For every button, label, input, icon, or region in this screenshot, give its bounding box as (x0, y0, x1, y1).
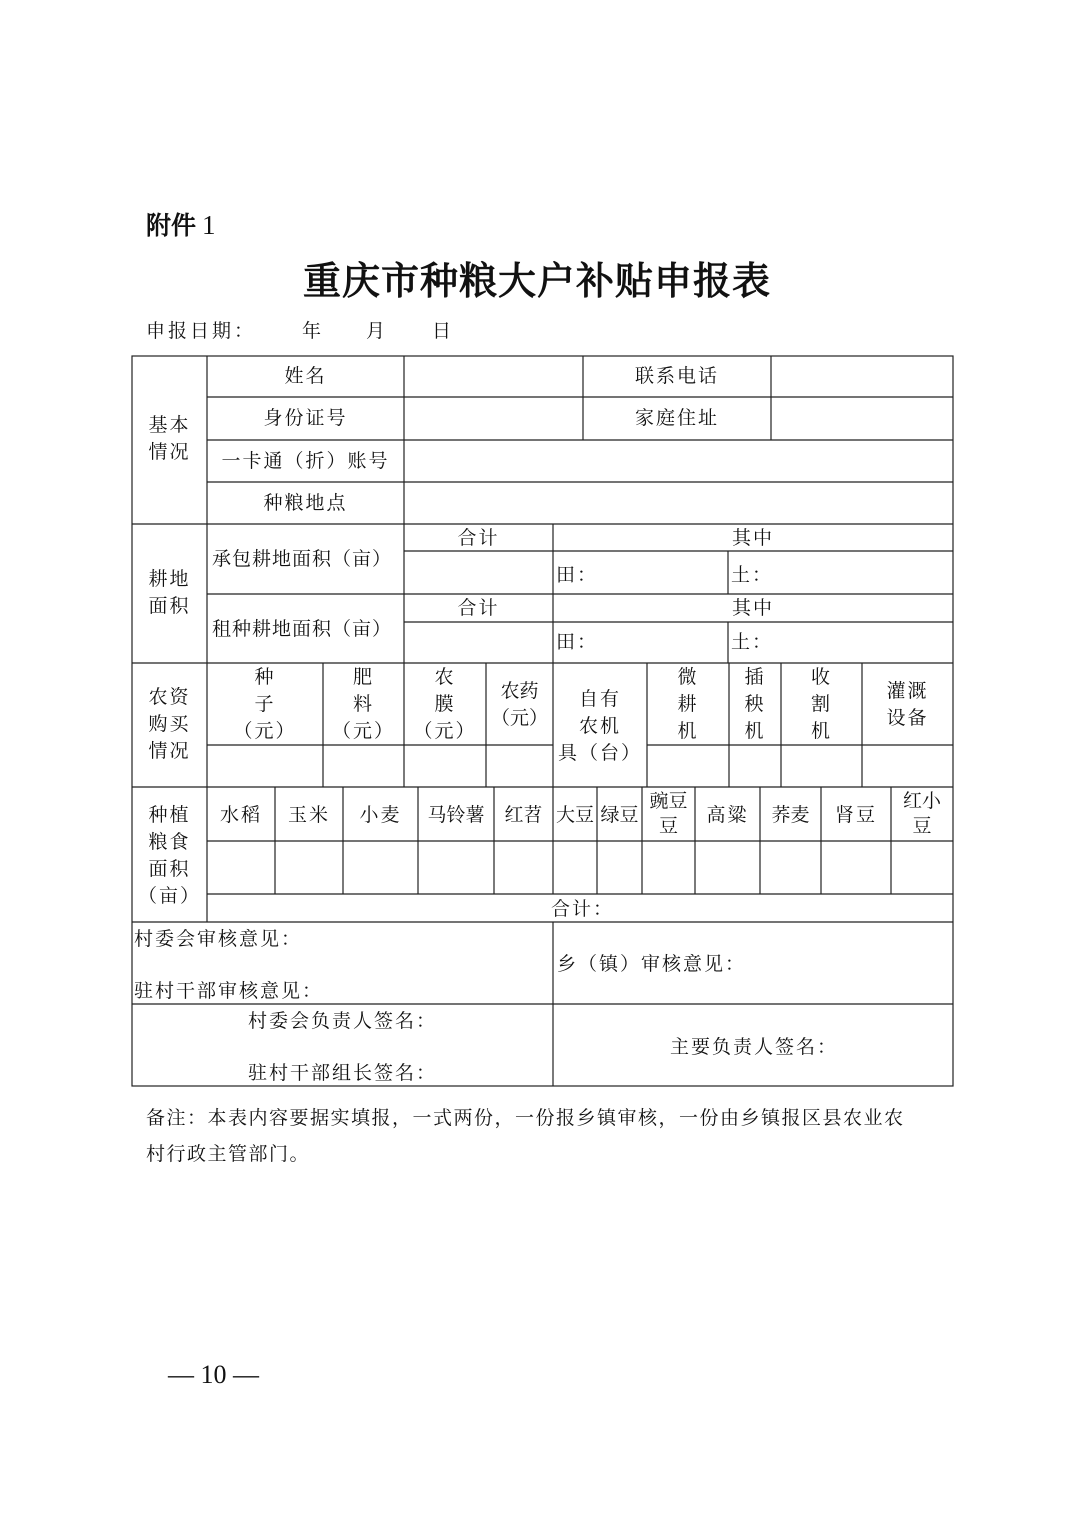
label-adzuki (891, 789, 953, 839)
label-rented-total: 合计 (457, 597, 500, 619)
section-inputs-line3: 情况 (148, 740, 191, 762)
label-micro-tiller (647, 664, 729, 745)
section-crops-line2: 粮食 (148, 831, 191, 853)
label-contracted-area: 承包耕地面积（亩） (212, 548, 393, 570)
label-film-line2: 膜 (434, 693, 456, 715)
label-rice: 水稻 (219, 804, 262, 826)
label-harvester-line1: 收 (810, 666, 832, 688)
label-own-machinery-line2: 农机 (578, 715, 621, 737)
label-film-line1: 农 (434, 666, 456, 688)
label-pea-line2: 豆 (658, 815, 678, 837)
label-soybean: 大豆 (555, 804, 594, 826)
label-pesticide-line1: 农药 (500, 680, 539, 702)
label-wheat: 小麦 (359, 804, 402, 826)
main-leader-signature[interactable]: 主要负责人签名： (670, 1036, 839, 1058)
label-fertilizer-line3: （元） (331, 720, 395, 742)
label-pea-line1: 豌豆 (649, 790, 688, 812)
input-planting-location[interactable] (404, 490, 953, 517)
section-basic-line2: 情况 (148, 441, 191, 463)
attachment-number: 1 (202, 210, 216, 240)
label-own-machinery-line1: 自有 (578, 688, 621, 710)
label-micro-tiller-line1: 微 (677, 666, 699, 688)
label-harvester-line3: 机 (810, 720, 832, 742)
label-transplanter (729, 664, 781, 745)
committee-leader-signature[interactable]: 村委会负责人签名： (248, 1010, 438, 1032)
label-rented-paddy[interactable]: 田： (556, 631, 599, 653)
section-land-line1: 耕地 (148, 568, 191, 590)
label-harvester (781, 664, 862, 745)
label-film (404, 664, 486, 745)
village-committee-opinion[interactable]: 村委会审核意见： (134, 928, 303, 950)
label-sweet-potato: 红苕 (504, 804, 543, 826)
section-inputs (132, 684, 207, 765)
section-crops-line3: 面积 (148, 858, 191, 880)
label-adzuki-line1: 红小 (902, 790, 941, 812)
remark-line1: 备注：本表内容要据实填报，一式两份，一份报乡镇审核，一份由乡镇报区县农业农 (146, 1107, 905, 1129)
label-irrigation-line2: 设备 (886, 707, 929, 729)
township-opinion[interactable]: 乡（镇）审核意见： (557, 953, 747, 975)
input-id-number[interactable] (404, 405, 583, 432)
label-phone: 联系电话 (634, 365, 719, 387)
label-crops-total[interactable]: 合计： (551, 898, 615, 920)
cadre-leader-signature[interactable]: 驻村干部组长签名： (248, 1062, 438, 1084)
label-kidney-bean: 肾豆 (834, 804, 877, 826)
label-address: 家庭住址 (634, 407, 719, 429)
label-contracted-total: 合计 (457, 527, 500, 549)
label-rented-of-which: 其中 (731, 597, 774, 619)
section-land-line2: 面积 (148, 595, 191, 617)
label-buckwheat: 荞麦 (771, 804, 810, 826)
label-contracted-dry[interactable]: 土： (731, 564, 774, 586)
label-fertilizer-line1: 肥 (352, 666, 374, 688)
report-date-label: 申报日期： (146, 320, 257, 342)
page-title: 重庆市种粮大户补贴申报表 (302, 258, 771, 303)
label-adzuki-line2: 豆 (912, 815, 932, 837)
label-micro-tiller-line3: 机 (677, 720, 699, 742)
page-number: — 10 — (168, 1360, 259, 1389)
remark (146, 1100, 946, 1172)
label-contracted-paddy[interactable]: 田： (556, 564, 599, 586)
label-planting-location: 种粮地点 (263, 492, 348, 514)
label-irrigation (862, 678, 953, 732)
label-transplanter-line1: 插 (744, 666, 766, 688)
label-rented-dry[interactable]: 土： (731, 631, 774, 653)
section-inputs-line2: 购买 (148, 713, 191, 735)
label-irrigation-line1: 灌溉 (886, 680, 929, 702)
section-land (132, 566, 207, 620)
label-mung-bean: 绿豆 (600, 804, 639, 826)
label-potato: 马铃薯 (427, 804, 485, 826)
label-own-machinery (553, 686, 647, 767)
resident-cadre-opinion[interactable]: 驻村干部审核意见： (134, 980, 324, 1002)
label-sorghum: 高粱 (706, 804, 749, 826)
label-id-number: 身份证号 (263, 407, 348, 429)
label-seed-line1: 种 (254, 666, 276, 688)
label-film-line3: （元） (413, 720, 477, 742)
label-harvester-line2: 割 (810, 693, 832, 715)
section-inputs-line1: 农资 (148, 686, 191, 708)
date-month: 月 (366, 320, 389, 342)
remark-line2: 村行政主管部门。 (146, 1143, 311, 1165)
attachment-label-text: 附件 (146, 211, 197, 240)
label-transplanter-line3: 机 (744, 720, 766, 742)
input-card-account[interactable] (404, 448, 953, 475)
label-card-account: 一卡通（折）账号 (221, 450, 390, 472)
label-seed-line2: 子 (254, 693, 276, 715)
label-corn: 玉米 (287, 804, 330, 826)
label-fertilizer-line2: 料 (352, 693, 374, 715)
input-name[interactable] (404, 363, 583, 390)
date-day: 日 (432, 320, 455, 342)
section-crops (132, 802, 207, 910)
section-basic (132, 412, 207, 466)
label-rented-area: 租种耕地面积（亩） (212, 618, 393, 640)
label-pesticide-line2: （元） (490, 707, 548, 729)
label-contracted-of-which: 其中 (731, 527, 774, 549)
date-year: 年 (302, 320, 325, 342)
label-micro-tiller-line2: 耕 (677, 693, 699, 715)
label-seed (207, 664, 323, 745)
section-crops-line1: 种植 (148, 804, 191, 826)
label-seed-line3: （元） (233, 720, 297, 742)
label-fertilizer (323, 664, 404, 745)
label-transplanter-line2: 秧 (744, 693, 766, 715)
label-pesticide (486, 678, 553, 732)
label-pea (642, 789, 695, 839)
input-phone[interactable] (771, 363, 953, 390)
label-name: 姓名 (284, 365, 327, 387)
input-address[interactable] (771, 405, 953, 432)
label-own-machinery-line3: 具（台） (557, 742, 642, 764)
section-basic-line1: 基本 (148, 414, 191, 436)
section-crops-line4: （亩） (137, 885, 201, 907)
